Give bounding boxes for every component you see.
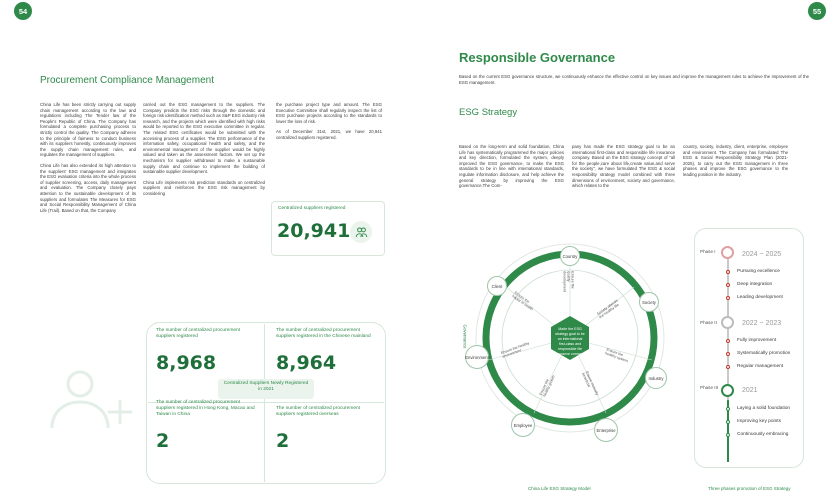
spoke-label: Ensure the healthy growth — [538, 374, 557, 398]
text-column-3: country, society, industry, client, enterprise, employee and environment. The Company has formulated The ESG & Social Responsibility Strategy Plan (2021-2025), to carry out the ESG management in three phases and improve the ESG governance to the leading position in the industry. — [683, 144, 788, 177]
svg-text:insurance company: insurance company — [554, 352, 586, 356]
phase-item: Leading development — [737, 295, 783, 300]
phase-marker — [721, 246, 734, 259]
add-user-icon — [40, 370, 140, 435]
text-column-2 — [143, 102, 265, 202]
spoke-label: Society attends the healthy life — [596, 298, 620, 320]
section-subtitle: ESG Strategy — [459, 107, 518, 118]
phase-item: Pursuing excellence — [737, 269, 780, 274]
page-number-right: 55 — [808, 2, 826, 20]
phase-dot — [726, 352, 730, 356]
phase-marker — [721, 316, 734, 329]
phase-dot — [726, 296, 730, 300]
phase-item: Laying a solid foundation — [737, 406, 791, 411]
registered-label: Centralized suppliers registered — [278, 206, 346, 211]
phase-name: Phase I — [700, 249, 716, 254]
node-enterprise: Enterprise — [594, 418, 618, 442]
card-value: 8,964 — [276, 352, 337, 374]
phase-dot — [726, 407, 730, 411]
phase-dot — [726, 365, 730, 369]
node-employee: Employee — [511, 413, 535, 437]
center-label: Centralized Suppliers Newly Registered in 2021 — [218, 379, 314, 399]
model-labels — [459, 242, 681, 476]
svg-text:first-class and: first-class and — [558, 342, 582, 346]
spoke-label: Ensure the healthy system — [604, 347, 629, 364]
phase-item: Regular management — [737, 364, 784, 369]
spoke-label: Ensure mutually beneficial — [580, 370, 600, 396]
page-title: Responsible Governance — [459, 50, 616, 65]
text-column-1 — [40, 102, 136, 218]
ring-label: Environment — [656, 324, 662, 349]
node-environment: Environment — [465, 345, 489, 369]
node-society: Society — [639, 292, 659, 312]
text-column-3 — [276, 102, 382, 146]
model-caption: China Life ESG Strategy Model — [528, 486, 591, 491]
ring-label: Society — [561, 433, 576, 438]
card-label: The number of centralized procurement suppliers registered overseas — [276, 406, 360, 417]
card-value: 8,968 — [156, 352, 217, 374]
phase-dot — [726, 339, 730, 343]
svg-text:Made the ESG: Made the ESG — [558, 327, 582, 331]
phase-dot — [726, 283, 730, 287]
phase-item: Continuously embracing — [737, 432, 789, 437]
phase-years: 2021 — [742, 387, 758, 394]
phase-item: Systematically promotion — [737, 351, 791, 356]
text-column-2: pany has made the ESG strategy goal to be an international first-class and responsible life insurance company. Based on the ESG strategy concept of "all for the people,care about life,create value,and serve the society", we have formulated The ESG & social responsibility strategy model combined with three dimensions of environment, society and governance, which relates to the — [572, 144, 675, 189]
card-label: The number of centralized procurement suppliers registered — [156, 328, 240, 339]
section-title: Procurement Compliance Management — [40, 75, 214, 86]
paragraph: the purchase project type and amount. The ESG Executive Committee shall regularly inspect the list of ESG purchase projects according to the standards to lower the loss of risk. — [276, 102, 382, 124]
new-suppliers-panel — [146, 322, 386, 484]
paragraph: China Life has been strictly carrying out supply chain management according to the law and regulations including The Tender law of the People's Republic of China. The Company has formulated a complete purchasing process to strictly control the quality. The Company adheres to the principle of fairness to conduct business with its suppliers honestly, continuously improves the supply chain management rules, and regulates the management of suppliers. — [40, 102, 136, 158]
ring-label: Governance — [462, 324, 468, 349]
phase-dot — [726, 433, 730, 437]
registered-value: 20,941 — [277, 220, 351, 242]
phase-item: Fully improvement — [737, 338, 777, 343]
node-country: Country — [560, 246, 580, 266]
phase-item: Improving key points — [737, 419, 781, 424]
spoke-label: Ensure the healthy environment — [500, 341, 530, 360]
node-client: Client — [487, 276, 507, 296]
phase-dot — [726, 270, 730, 274]
paragraph: China Life has also extended its high attention to the suppliers' ESG management and integrates the ESG evaluation criteria into the whole process of supplier screening, access, daily management and evaluation. The Company closely pays attention to the sustainable development of its suppliers and formulates The Measures for ESG and Social Responsibility Management of China Life (Trail). Based on that, the Company — [40, 162, 136, 213]
phase-dot — [726, 420, 730, 424]
phase-name: Phase III — [700, 385, 719, 390]
registered-card — [271, 201, 385, 256]
svg-text:an international: an international — [557, 337, 583, 341]
people-icon — [350, 221, 372, 243]
spoke-label: Ensure the quality development — [561, 271, 575, 292]
phases-caption: Three phases promotion of ESG Strategy — [708, 486, 791, 491]
card-value: 2 — [156, 430, 170, 452]
paragraph: China Life implements risk prediction standards on centralized suppliers and reinforces the ESG risk management by considering — [143, 179, 265, 196]
phase-item: Deep integration — [737, 282, 773, 287]
text-column-1: Based on the long-term and solid foundation, China Life has systematically programmed the major policies and key direction, formulated the system, deeply improved the ESG governance, to make the ESG standards to be in line with international standards, regulate information disclosure, and help achieve the general strategy by improving the ESG governance.The Com- — [459, 144, 564, 189]
paragraph: carried out the ESG management to the suppliers. The Company predicts the ESG risks through the domestic and foreign risk identification method such as S&P ESG industry risk research, and the projects which were identified with high risks would be reported to the ESG executive committee in regular. The related ESG certificates would be submitted with the accessing process of a supplier. The ESG performance of the information safety, occupational health and safety, and the environmental management of the supplier would be highly valued and taken as the assessment factors. We set up the mechanism for supplier withdrawal to make a sustainable supply chain and continue to implement the building of sustainable supplier development. — [143, 102, 265, 175]
card-value: 2 — [276, 430, 290, 452]
phase-name: Phase II — [700, 320, 717, 325]
page-number-left: 54 — [14, 2, 32, 20]
svg-text:responsible life: responsible life — [558, 347, 582, 351]
svg-text:strategy goal to be: strategy goal to be — [555, 332, 585, 336]
phase-marker — [721, 384, 734, 397]
spoke-label: Ensure the happy of health — [511, 290, 534, 312]
card-label: The number of centralized procurement suppliers registered in the Chinese mainland — [276, 328, 371, 339]
card-label: The number of centralized procurement suppliers registered in Hong Kong, Macao and Taiwan in China — [156, 400, 255, 417]
intro-text: Based on the current ESG governance structure, we continuously enhance the effective control on key issues and improve the management rules to achieve the improvement of the ESG management. — [459, 74, 809, 85]
node-industry: Industry — [645, 367, 667, 389]
paragraph: As of December 31st, 2021, we have 20,941 centralized suppliers registered. — [276, 129, 382, 140]
phase-years: 2024 ~ 2025 — [742, 251, 782, 258]
phase-years: 2022 ~ 2023 — [742, 320, 782, 327]
